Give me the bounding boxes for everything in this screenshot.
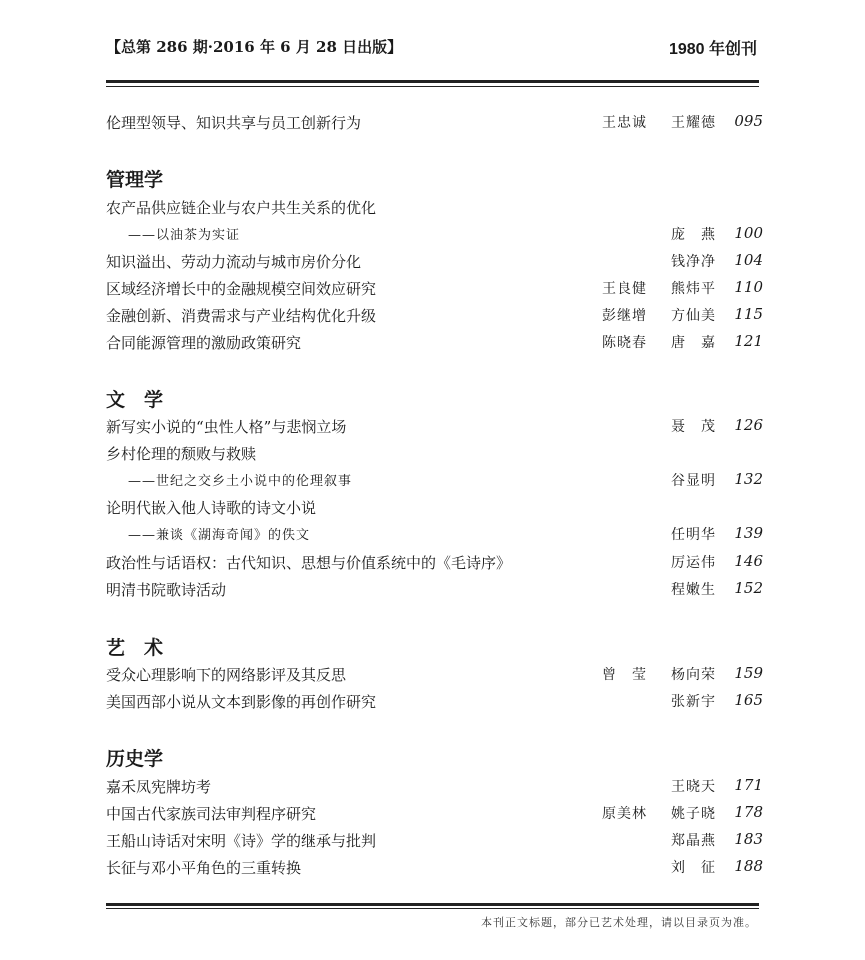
entry-page: 171	[734, 776, 763, 794]
entry-author: 任明华	[671, 527, 716, 543]
section-heading-literature: 文 学	[106, 389, 164, 411]
entry-page: 183	[734, 830, 763, 848]
entry-author: 姚子晓	[671, 806, 716, 822]
entry-author: 杨向荣	[671, 667, 716, 683]
toc-entry[interactable]	[106, 857, 763, 881]
toc-entry[interactable]	[106, 524, 763, 548]
entry-page: 095	[734, 112, 763, 130]
founded-year: 1980 年创刊	[668, 41, 757, 58]
entry-author: 陈晓春	[602, 335, 647, 351]
entry-title: 明清书院歌诗活动	[106, 581, 227, 599]
section-heading-history: 历史学	[106, 748, 164, 770]
entry-page: 126	[734, 416, 763, 434]
entry-author: 厉运伟	[671, 555, 716, 571]
entry-title: 区域经济增长中的金融规模空间效应研究	[106, 280, 377, 298]
entry-page: 139	[734, 524, 763, 542]
toc-entry[interactable]	[106, 443, 763, 467]
entry-page: 100	[734, 224, 763, 242]
entry-title: 农产品供应链企业与农户共生关系的优化	[106, 199, 377, 217]
toc-entry[interactable]	[106, 251, 763, 275]
toc-entry[interactable]	[106, 197, 763, 221]
entry-page: 159	[734, 664, 763, 682]
entry-title: 知识溢出、劳动力流动与城市房价分化	[106, 253, 362, 271]
entry-author: 王晓天	[671, 779, 716, 795]
toc-entry[interactable]	[106, 416, 763, 440]
entry-author: 王耀德	[671, 115, 716, 131]
entry-title: 美国西部小说从文本到影像的再创作研究	[106, 693, 377, 711]
entry-author: 张新宇	[671, 694, 716, 710]
entry-title: 政治性与话语权：古代知识、思想与价值系统中的《毛诗序》	[106, 554, 512, 572]
entry-title: 长征与邓小平角色的三重转换	[106, 859, 302, 877]
entry-author: 钱净净	[671, 254, 716, 270]
toc-entry[interactable]	[106, 579, 763, 603]
entry-author: 王忠诚	[602, 115, 647, 131]
section-heading-management: 管理学	[106, 169, 164, 191]
entry-author: 方仙美	[671, 308, 716, 324]
toc-entry[interactable]	[106, 224, 763, 248]
toc-entry[interactable]	[106, 830, 763, 854]
entry-page: 132	[734, 470, 763, 488]
entry-title: 受众心理影响下的网络影评及其反思	[106, 666, 347, 684]
section-heading-art: 艺 术	[106, 637, 164, 659]
entry-title: 伦理型领导、知识共享与员工创新行为	[106, 114, 362, 132]
entry-title: 嘉禾凤宪牌坊考	[106, 778, 212, 796]
entry-author: 原美林	[602, 806, 647, 822]
toc-entry[interactable]	[106, 332, 763, 356]
entry-author: 王良健	[602, 281, 647, 297]
toc-entry[interactable]	[106, 278, 763, 302]
entry-author: 程嫩生	[671, 582, 716, 598]
entry-author: 聂 茂	[671, 419, 716, 435]
entry-title: 论明代嵌入他人诗歌的诗文小说	[106, 499, 317, 517]
header-divider	[106, 80, 759, 87]
toc-entry[interactable]	[106, 552, 763, 576]
entry-author: 彭继增	[602, 308, 647, 324]
entry-subtitle: ——兼谈《湖海奇闻》的佚文	[128, 528, 311, 543]
entry-author: 曾 莹	[602, 667, 647, 683]
entry-page: 152	[734, 579, 763, 597]
toc-entry[interactable]	[106, 691, 763, 715]
entry-page: 165	[734, 691, 763, 709]
entry-author: 熊炜平	[671, 281, 716, 297]
toc-entry[interactable]	[106, 470, 763, 494]
entry-title: 王船山诗话对宋明《诗》学的继承与批判	[106, 832, 377, 850]
entry-author: 唐 嘉	[671, 335, 716, 351]
entry-author: 庞 燕	[671, 227, 716, 243]
entry-page: 104	[734, 251, 763, 269]
entry-page: 146	[734, 552, 763, 570]
footer-divider	[106, 903, 759, 909]
entry-page: 188	[734, 857, 763, 875]
toc-entry[interactable]	[106, 497, 763, 521]
toc-entry[interactable]	[106, 664, 763, 688]
footnote: 本刊正文标题，部分已艺术处理，请以目录页为准。	[481, 916, 757, 929]
toc-entry[interactable]	[106, 305, 763, 329]
entry-title: 金融创新、消费需求与产业结构优化升级	[106, 307, 377, 325]
entry-title: 合同能源管理的激励政策研究	[106, 334, 302, 352]
entry-page: 115	[734, 305, 763, 323]
entry-title: 乡村伦理的颓败与救赎	[106, 445, 257, 463]
toc-entry[interactable]	[106, 112, 763, 136]
entry-author: 谷显明	[671, 473, 716, 489]
entry-title: 中国古代家族司法审判程序研究	[106, 805, 317, 823]
entry-page: 121	[734, 332, 763, 350]
toc-entry[interactable]	[106, 776, 763, 800]
entry-subtitle: ——以油茶为实证	[128, 228, 241, 243]
entry-subtitle: ——世纪之交乡土小说中的伦理叙事	[128, 474, 353, 489]
toc-entry[interactable]	[106, 803, 763, 827]
entry-page: 110	[734, 278, 763, 296]
entry-author: 郑晶燕	[671, 833, 716, 849]
entry-page: 178	[734, 803, 763, 821]
issue-info: 【总第 286 期·2016 年 6 月 28 日出版】	[106, 38, 403, 56]
entry-author: 刘 征	[671, 860, 716, 876]
entry-title: 新写实小说的“虫性人格”与悲悯立场	[106, 418, 347, 436]
